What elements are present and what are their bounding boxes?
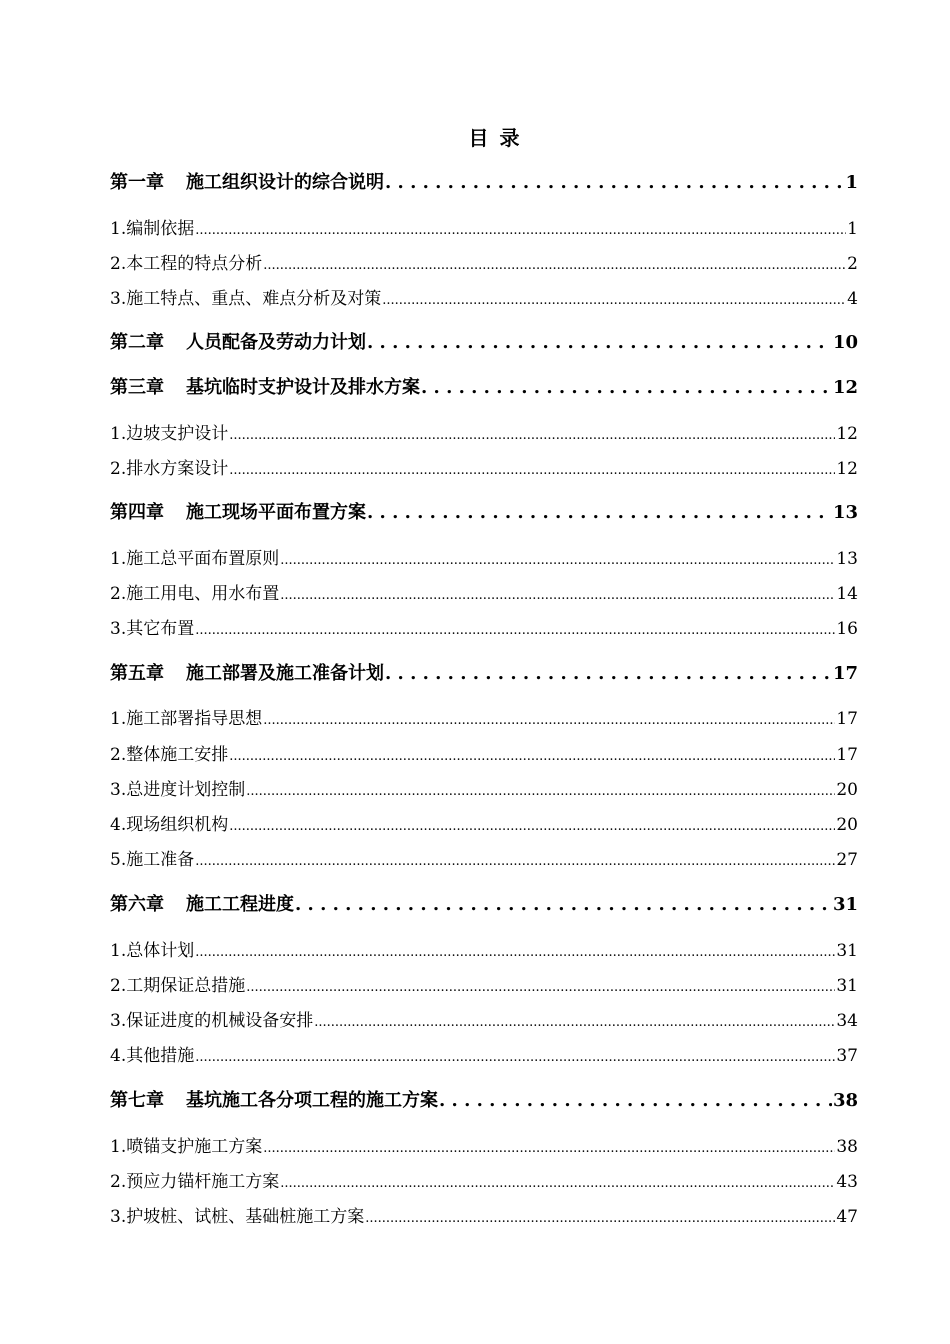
dot-leader: [382, 289, 846, 309]
toc-entry-label: 3.总进度计划控制: [110, 780, 246, 800]
page-number: 47: [836, 1207, 858, 1227]
dot-leader: [229, 815, 835, 835]
toc-entry-label: 3.其它布置: [110, 619, 195, 639]
toc-section-entry[interactable]: [110, 284, 858, 309]
page-number: 31: [832, 894, 858, 915]
toc-entry-label: [110, 373, 420, 399]
chapter-number: 第五章: [110, 663, 164, 684]
dot-leader: [295, 894, 832, 915]
toc-entry-label: [110, 659, 384, 685]
dot-leader: [195, 1046, 835, 1066]
toc-entry-label: [110, 498, 366, 524]
chapter-number: 第二章: [110, 332, 164, 353]
dot-leader: [280, 584, 835, 604]
dot-leader: [263, 709, 835, 729]
page-number: 17: [836, 745, 858, 765]
toc-entry-label: 2.预应力锚杆施工方案: [110, 1172, 280, 1192]
page-number: 12: [836, 459, 858, 479]
toc-chapter-entry[interactable]: [110, 1086, 858, 1112]
page-number: 20: [836, 780, 858, 800]
toc-entry-label: [110, 890, 294, 916]
toc-entry-label: 2.工期保证总措施: [110, 976, 246, 996]
toc-entry-label: [110, 328, 366, 354]
toc-chapter-entry[interactable]: [110, 659, 858, 685]
page-number: 4: [847, 289, 858, 309]
toc-entry-label: 3.施工特点、重点、难点分析及对策: [110, 289, 382, 309]
toc-entry-label: 4.现场组织机构: [110, 815, 229, 835]
toc-entry-label: 3.保证进度的机械设备安排: [110, 1011, 314, 1031]
dot-leader: [385, 172, 844, 193]
toc-chapter-entry[interactable]: [110, 498, 858, 524]
dot-leader: [385, 663, 832, 684]
page-number: 13: [836, 549, 858, 569]
toc-entry-label: 1.总体计划: [110, 941, 195, 961]
toc-section-entry[interactable]: [110, 704, 858, 729]
chapter-title: 施工组织设计的综合说明: [186, 172, 384, 193]
page-number: 31: [836, 941, 858, 961]
dot-leader: [229, 745, 835, 765]
toc-entry-label: 5.施工准备: [110, 850, 195, 870]
chapter-title: 施工现场平面布置方案: [186, 502, 366, 523]
toc-entry-label: 2.施工用电、用水布置: [110, 584, 280, 604]
page-number: 12: [832, 377, 858, 398]
toc-entry-label: 1.施工总平面布置原则: [110, 549, 280, 569]
toc-entry-label: 2.排水方案设计: [110, 459, 229, 479]
dot-leader: [246, 976, 835, 996]
page-number: 14: [836, 584, 858, 604]
toc-chapter-entry[interactable]: [110, 373, 858, 399]
page-number: 2: [847, 254, 858, 274]
page-number: 38: [832, 1090, 858, 1111]
chapter-number: 第四章: [110, 502, 164, 523]
dot-leader: [314, 1011, 835, 1031]
page-number: 34: [836, 1011, 858, 1031]
page-number: 17: [836, 709, 858, 729]
toc-section-entry[interactable]: [110, 1202, 858, 1227]
toc-entry-label: 4.其他措施: [110, 1046, 195, 1066]
chapter-title: 基坑施工各分项工程的施工方案: [186, 1090, 438, 1111]
toc-entry-label: 3.护坡桩、试桩、基础桩施工方案: [110, 1207, 365, 1227]
dot-leader: [229, 459, 835, 479]
page-number: 31: [836, 976, 858, 996]
page-number: 10: [832, 332, 858, 353]
chapter-number: 第六章: [110, 894, 164, 915]
chapter-title: 施工部署及施工准备计划: [186, 663, 384, 684]
toc-section-entry[interactable]: [110, 971, 858, 996]
page-number: 12: [836, 424, 858, 444]
toc-section-entry[interactable]: [110, 845, 858, 870]
dot-leader: [195, 941, 835, 961]
page-number: 43: [836, 1172, 858, 1192]
dot-leader: [195, 219, 846, 239]
toc-chapter-entry[interactable]: [110, 328, 858, 354]
dot-leader: [246, 780, 835, 800]
page-number: 20: [836, 815, 858, 835]
page-number: 1: [845, 172, 858, 193]
chapter-title: 人员配备及劳动力计划: [186, 332, 366, 353]
page-number: 37: [836, 1046, 858, 1066]
toc-section-entry[interactable]: [110, 1041, 858, 1066]
toc-section-entry[interactable]: [110, 1006, 858, 1031]
toc-section-entry[interactable]: [110, 579, 858, 604]
toc-entry-label: 2.整体施工安排: [110, 745, 229, 765]
chapter-title: 施工工程进度: [186, 894, 294, 915]
toc-section-entry[interactable]: [110, 775, 858, 800]
toc-entry-label: 2.本工程的特点分析: [110, 254, 263, 274]
page-number: 16: [836, 619, 858, 639]
toc-section-entry[interactable]: [110, 544, 858, 569]
dot-leader: [367, 332, 832, 353]
dot-leader: [195, 850, 835, 870]
page-number: 27: [836, 850, 858, 870]
toc-section-entry[interactable]: [110, 454, 858, 479]
dot-leader: [229, 424, 835, 444]
chapter-number: 第三章: [110, 377, 164, 398]
dot-leader: [280, 1172, 835, 1192]
dot-leader: [421, 377, 832, 398]
dot-leader: [439, 1090, 832, 1111]
toc-entry-label: 1.编制依据: [110, 219, 195, 239]
toc-section-entry[interactable]: [110, 1132, 858, 1157]
toc-entry-label: 1.边坡支护设计: [110, 424, 229, 444]
toc-section-entry[interactable]: [110, 614, 858, 639]
dot-leader: [263, 1137, 835, 1157]
chapter-number: 第七章: [110, 1090, 164, 1111]
page-number: 17: [832, 663, 858, 684]
toc-title: 目 录: [468, 126, 522, 150]
dot-leader: [280, 549, 835, 569]
chapter-title: 基坑临时支护设计及排水方案: [186, 377, 420, 398]
toc-section-entry[interactable]: [110, 740, 858, 765]
toc-section-entry[interactable]: [110, 214, 858, 239]
toc-section-entry[interactable]: [110, 1167, 858, 1192]
chapter-number: 第一章: [110, 172, 164, 193]
toc-chapter-entry[interactable]: [110, 890, 858, 916]
dot-leader: [367, 502, 832, 523]
dot-leader: [195, 619, 835, 639]
toc-section-entry[interactable]: [110, 936, 858, 961]
toc-section-entry[interactable]: [110, 810, 858, 835]
dot-leader: [263, 254, 846, 274]
page-number: 38: [836, 1137, 858, 1157]
page-number: 13: [832, 502, 858, 523]
toc-entry-label: 1.施工部署指导思想: [110, 709, 263, 729]
dot-leader: [365, 1207, 835, 1227]
toc-entry-label: [110, 1086, 438, 1112]
toc-section-entry[interactable]: [110, 249, 858, 274]
page-number: 1: [847, 219, 858, 239]
toc-section-entry[interactable]: [110, 419, 858, 444]
toc-entry-label: [110, 168, 384, 194]
toc-chapter-entry[interactable]: [110, 168, 858, 194]
toc-entry-label: 1.喷锚支护施工方案: [110, 1137, 263, 1157]
